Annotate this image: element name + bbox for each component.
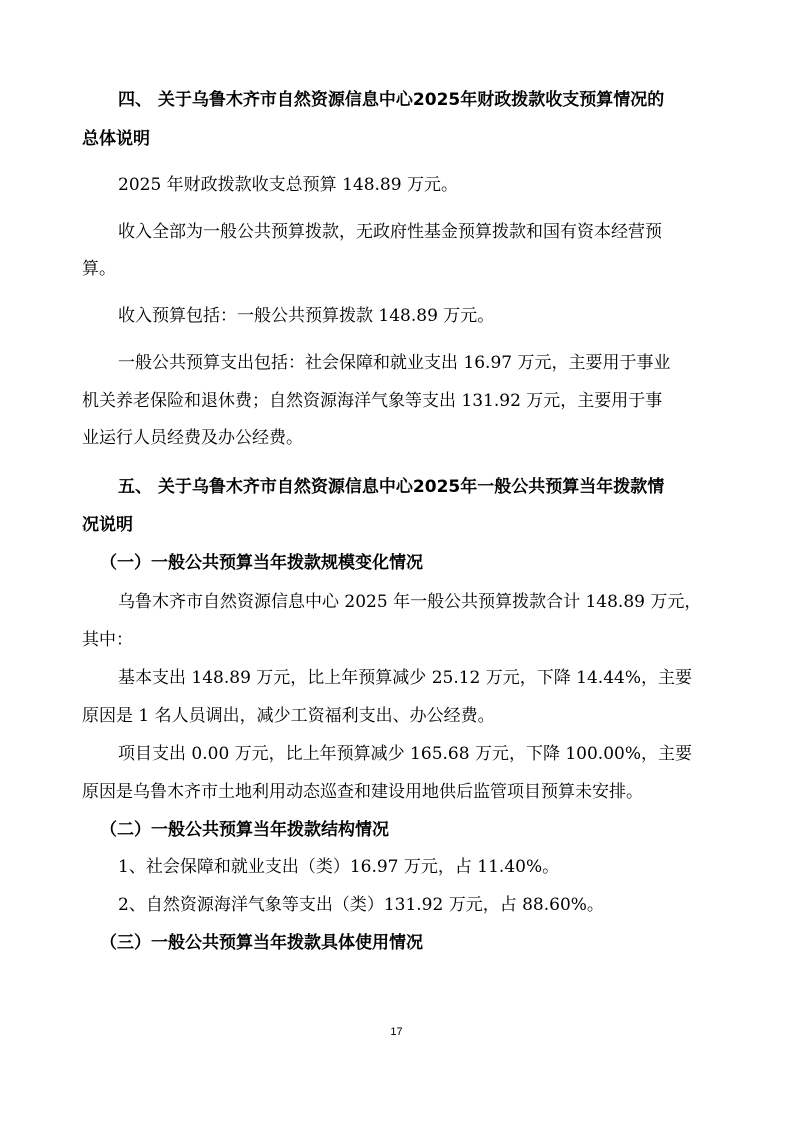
section5-heading-line2: 况说明 xyxy=(82,515,133,535)
subsection2-heading: （二）一般公共预算当年拨款结构情况 xyxy=(100,820,389,840)
page-number: 17 xyxy=(390,1026,403,1038)
subsection1-paragraph2-line2: 原因是 1 名人员调出，减少工资福利支出、办公经费。 xyxy=(82,706,495,726)
section4-heading-line1: 四、 关于乌鲁木齐市自然资源信息中心2025年财政拨款收支预算情况的 xyxy=(118,90,665,110)
section4-paragraph-expense-line1: 一般公共预算支出包括：社会保障和就业支出 16.97 万元，主要用于事业 xyxy=(118,353,671,373)
section4-paragraph-income-line1: 收入全部为一般公共预算拨款，无政府性基金预算拨款和国有资本经营预 xyxy=(118,222,662,242)
subsection2-item2: 2、自然资源海洋气象等支出（类）131.92 万元，占 88.60%。 xyxy=(118,895,604,915)
section4-paragraph-income-budget: 收入预算包括：一般公共预算拨款 148.89 万元。 xyxy=(118,306,495,326)
section4-paragraph-income-line2: 算。 xyxy=(82,259,116,279)
subsection1-paragraph2-line1: 基本支出 148.89 万元，比上年预算减少 25.12 万元，下降 14.44%，主要 xyxy=(118,668,692,688)
subsection1-paragraph3-line1: 项目支出 0.00 万元，比上年预算减少 165.68 万元，下降 100.00%，主要 xyxy=(118,744,692,764)
section4-paragraph-total: 2025 年财政拨款收支总预算 148.89 万元。 xyxy=(118,175,458,195)
subsection1-paragraph1-line1: 乌鲁木齐市自然资源信息中心 2025 年一般公共预算拨款合计 148.89 万元， xyxy=(118,592,702,612)
subsection1-paragraph3-line2: 原因是乌鲁木齐市土地利用动态巡查和建设用地供后监管项目预算未安排。 xyxy=(82,782,643,802)
section4-paragraph-expense-line2: 机关养老保险和退休费；自然资源海洋气象等支出 131.92 万元，主要用于事 xyxy=(82,391,663,411)
subsection2-item1: 1、社会保障和就业支出（类）16.97 万元，占 11.40%。 xyxy=(118,857,560,877)
subsection1-paragraph1-line2: 其中： xyxy=(82,630,133,650)
section4-paragraph-expense-line3: 业运行人员经费及办公经费。 xyxy=(82,428,303,448)
subsection1-heading: （一）一般公共预算当年拨款规模变化情况 xyxy=(100,553,423,573)
section4-heading-line2: 总体说明 xyxy=(82,129,150,149)
section5-heading-line1: 五、 关于乌鲁木齐市自然资源信息中心2025年一般公共预算当年拨款情 xyxy=(118,477,665,497)
subsection3-heading: （三）一般公共预算当年拨款具体使用情况 xyxy=(100,933,423,953)
